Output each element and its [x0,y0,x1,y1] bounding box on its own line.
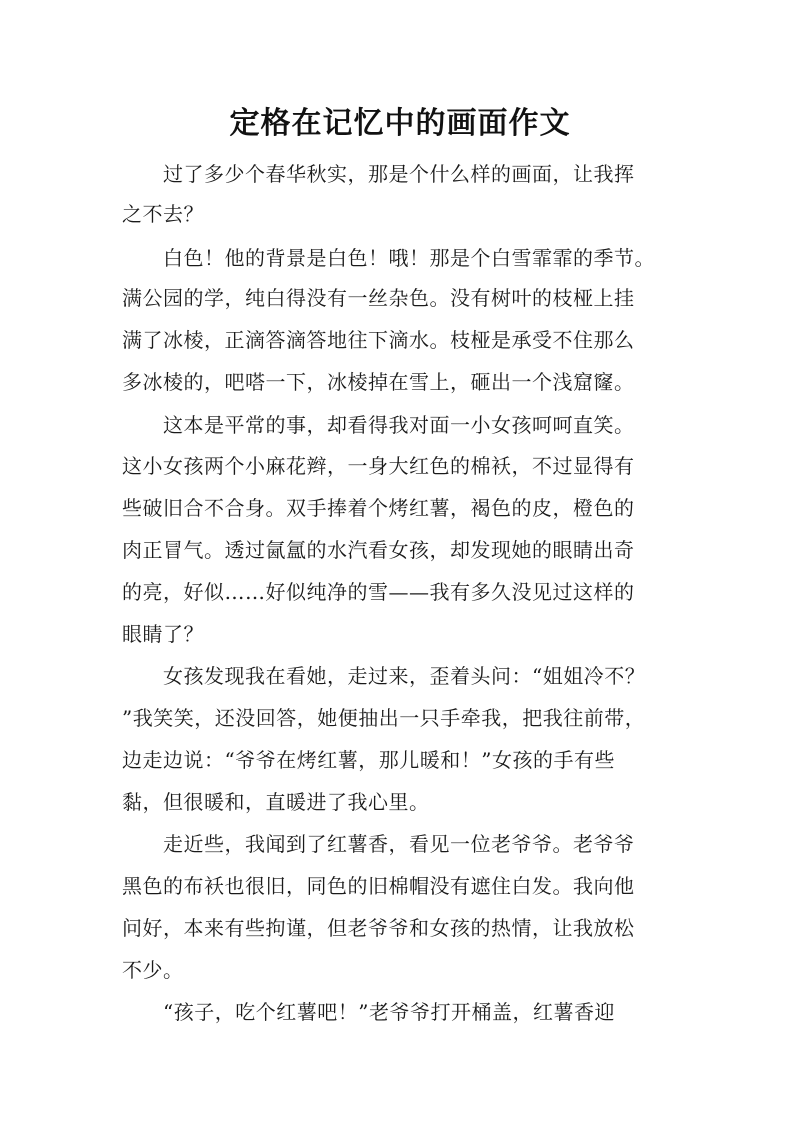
text-line: 这小女孩两个小麻花辫，一身大红色的棉袄，不过显得有 [122,454,635,478]
document-title: 定格在记忆中的画面作文 [229,106,571,141]
text-line: 黑色的布袄也很旧，同色的旧棉帽没有遮住白发。我向他 [122,874,635,898]
text-line: 这本是平常的事，却看得我对面一小女孩呵呵直笑。 [122,413,635,437]
text-line: 不少。 [122,958,184,982]
text-line: 边走边说：“爷爷在烤红薯，那儿暖和！”女孩的手有些 [122,748,615,772]
text-line: ”我笑笑，还没回答，她便抽出一只手牵我，把我往前带， [122,706,646,730]
text-line: 走近些，我闻到了红薯香，看见一位老爷爷。老爷爷 [122,832,635,856]
text-line: 多冰棱的，吧嗒一下，冰棱掉在雪上，砸出一个浅窟窿。 [122,370,635,394]
text-line: 问好，本来有些拘谨，但老爷爷和女孩的热情，让我放松 [122,916,635,940]
text-line: 女孩发现我在看她，走过来，歪着头问：“姐姐冷不？ [122,664,646,688]
text-line: 过了多少个春华秋实，那是个什么样的画面，让我挥 [122,162,635,186]
text-line: 肉正冒气。透过氤氲的水汽看女孩，却发现她的眼睛出奇 [122,538,635,562]
text-line: 眼睛了？ [122,622,204,646]
text-line: 满公园的学，纯白得没有一丝杂色。没有树叶的枝桠上挂 [122,286,635,310]
text-line: 的亮，好似……好似纯净的雪——我有多久没见过这样的 [122,580,635,604]
text-line: 白色！他的背景是白色！哦！那是个白雪霏霏的季节。 [122,246,655,270]
text-line: 满了冰棱，正滴答滴答地往下滴水。枝桠是承受不住那么 [122,328,635,352]
text-line: 黏，但很暖和，直暖进了我心里。 [122,790,430,814]
text-line: 些破旧合不合身。双手捧着个烤红薯，褐色的皮，橙色的 [122,496,635,520]
text-line: 之不去？ [122,202,204,226]
text-line: “孩子，吃个红薯吧！”老爷爷打开桶盖，红薯香迎 [122,1000,615,1024]
